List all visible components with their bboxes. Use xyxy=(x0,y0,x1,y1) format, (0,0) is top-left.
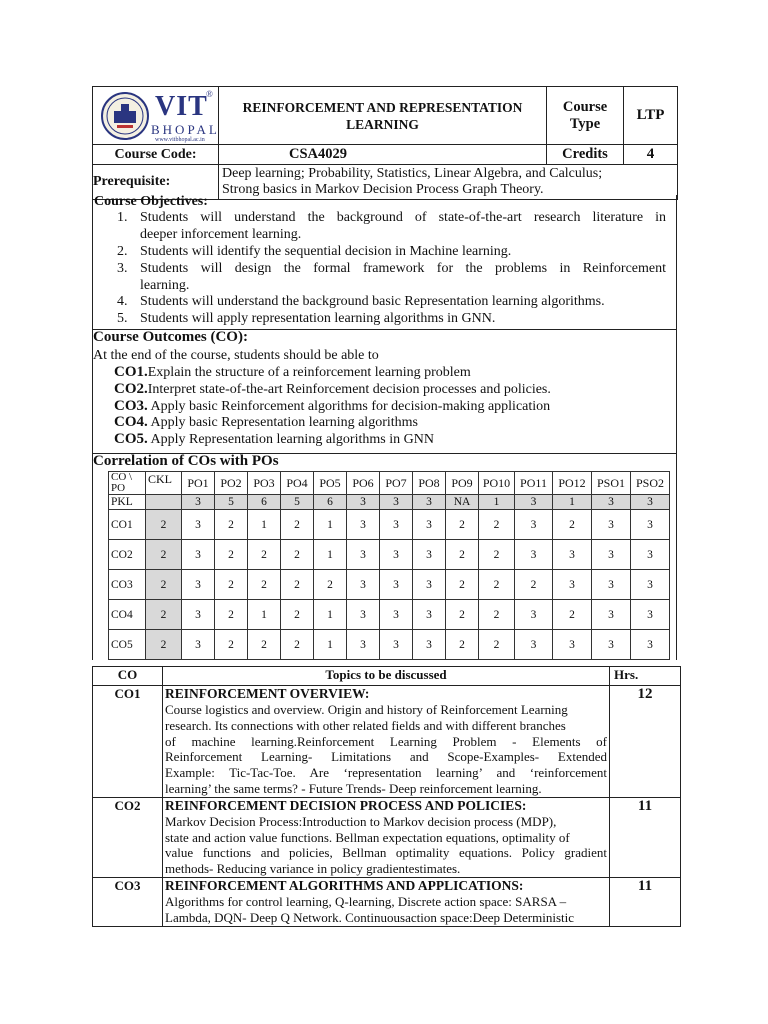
objective-line: Students will design the formal framework for the problems in Reinforcement xyxy=(140,261,666,276)
po-header: PO9 xyxy=(446,472,479,495)
correlation-cell: 3 xyxy=(413,570,446,600)
correlation-cell: 3 xyxy=(182,510,215,540)
correlation-cell: 3 xyxy=(413,510,446,540)
objective-item xyxy=(140,244,666,261)
logo-subtitle: BHOPAL xyxy=(151,122,220,137)
outcome-text: Apply basic Reinforcement algorithms for decision-making application xyxy=(147,399,551,414)
pkl-value: 6 xyxy=(248,495,281,510)
correlation-cell: 3 xyxy=(380,630,413,660)
course-title-line1: REINFORCEMENT AND REPRESENTATION xyxy=(242,99,523,115)
table-row xyxy=(109,570,670,600)
correlation-cell: 3 xyxy=(592,570,631,600)
correlation-cell: 3 xyxy=(182,630,215,660)
correlation-cell: 3 xyxy=(347,600,380,630)
correlation-cell: 2 xyxy=(248,540,281,570)
correlation-cell: 3 xyxy=(413,540,446,570)
correlation-cell: 2 xyxy=(479,600,515,630)
topic-hours: 11 xyxy=(610,797,681,877)
credits-label: Credits xyxy=(547,145,624,165)
correlation-cell: 2 xyxy=(215,570,248,600)
pkl-value: 3 xyxy=(515,495,553,510)
correlation-cell: 2 xyxy=(479,570,515,600)
topic-content xyxy=(163,877,610,926)
objective-number: 3. xyxy=(117,261,128,276)
co-label: CO5 xyxy=(109,630,146,660)
outcome-text: Explain the structure of a reinforcement learning problem xyxy=(147,365,471,380)
po-header: PO8 xyxy=(413,472,446,495)
topic-line: methods- Reducing variance in policy gradientestimates. xyxy=(165,861,461,877)
objectives-heading: Course Objectives: xyxy=(94,194,208,209)
prerequisite-line2: Strong basics in Markov Decision Process Graph Theory. xyxy=(222,182,544,197)
hrs-header: Hrs. xyxy=(610,667,681,686)
pkl-value: 3 xyxy=(182,495,215,510)
pkl-value: 5 xyxy=(215,495,248,510)
corner-cell xyxy=(109,472,146,495)
correlation-cell: 2 xyxy=(281,630,314,660)
outcome-key: CO3. xyxy=(114,398,148,414)
po-header: PO6 xyxy=(347,472,380,495)
table-row xyxy=(109,510,670,540)
outcome-key: CO4. xyxy=(114,414,148,430)
topic-body xyxy=(163,702,609,797)
pso-header: PSO2 xyxy=(631,472,670,495)
course-type-label-line1: Course xyxy=(562,98,608,115)
topics-header: Topics to be discussed xyxy=(163,667,610,686)
correlation-cell: 3 xyxy=(347,570,380,600)
outcome-text: Apply basic Representation learning algorithms xyxy=(147,415,418,430)
pkl-value: 3 xyxy=(631,495,670,510)
correlation-cell: 2 xyxy=(248,570,281,600)
table-row xyxy=(109,540,670,570)
topic-line: Course logistics and overview. Origin and history of Reinforcement Learning xyxy=(165,702,568,717)
pkl-value: 3 xyxy=(380,495,413,510)
objective-item xyxy=(140,210,666,243)
vit-emblem-icon xyxy=(99,91,151,141)
correlation-cell: 3 xyxy=(515,510,553,540)
outcome-item xyxy=(114,398,550,415)
objective-item xyxy=(140,294,666,311)
objective-line: Students will understand the background of state-of-the-art research literature in xyxy=(140,210,666,225)
co-label: CO1 xyxy=(109,510,146,540)
course-type-cell xyxy=(547,87,624,145)
logo-text: VIT xyxy=(155,91,208,122)
correlation-cell: 3 xyxy=(380,540,413,570)
co-label: CO2 xyxy=(109,540,146,570)
correlation-cell: 3 xyxy=(631,510,670,540)
course-title-line2: LEARNING xyxy=(346,116,419,132)
correlation-cell: 3 xyxy=(553,630,592,660)
topic-content xyxy=(163,797,610,877)
pkl-value: 3 xyxy=(347,495,380,510)
correlation-cell: 3 xyxy=(515,540,553,570)
correlation-heading: Correlation of COs with POs xyxy=(93,453,279,469)
correlation-cell: 3 xyxy=(515,630,553,660)
outcome-key: CO1. xyxy=(114,364,148,380)
ckl-value: 2 xyxy=(146,540,182,570)
objective-number: 1. xyxy=(117,210,128,225)
correlation-cell: 2 xyxy=(215,630,248,660)
objective-line: learning. xyxy=(140,277,190,293)
co-label: CO4 xyxy=(109,600,146,630)
correlation-cell: 3 xyxy=(553,540,592,570)
table-row xyxy=(109,630,670,660)
co-label: CO3 xyxy=(109,570,146,600)
topic-line: state and action value functions. Bellman expectation equations, optimality of xyxy=(165,829,570,845)
correlation-cell: 1 xyxy=(314,510,347,540)
correlation-cell: 3 xyxy=(347,540,380,570)
po-header: PO7 xyxy=(380,472,413,495)
pkl-value: NA xyxy=(446,495,479,510)
topic-body xyxy=(163,814,609,877)
correlation-cell: 2 xyxy=(281,540,314,570)
topic-line: value functions and policies, Bellman optimality equations. Policy gradient xyxy=(165,845,607,861)
pkl-value: 3 xyxy=(592,495,631,510)
correlation-cell: 3 xyxy=(182,600,215,630)
registered-mark: ® xyxy=(206,89,213,99)
topic-title: REINFORCEMENT OVERVIEW: xyxy=(165,686,370,701)
correlation-cell: 3 xyxy=(592,540,631,570)
correlation-cell: 3 xyxy=(592,630,631,660)
objective-number: 4. xyxy=(117,294,128,309)
topic-content xyxy=(163,686,610,798)
course-title-cell xyxy=(219,87,547,145)
pso-header: PSO1 xyxy=(592,472,631,495)
po-header: PO3 xyxy=(248,472,281,495)
objective-number: 2. xyxy=(117,244,128,259)
outcomes-intro: At the end of the course, students should be able to xyxy=(93,348,379,363)
po-header: PO5 xyxy=(314,472,347,495)
objective-line: deeper inforcement learning. xyxy=(140,226,302,242)
outcome-text: Interpret state-of-the-art Reinforcement decision processes and policies. xyxy=(147,382,551,397)
objective-line: Students will understand the background basic Representation learning algorithms. xyxy=(140,294,605,309)
credits-value: 4 xyxy=(624,145,678,165)
correlation-cell: 3 xyxy=(592,510,631,540)
topic-line: Markov Decision Process:Introduction to Markov decision process (MDP), xyxy=(165,813,557,829)
topic-line: Example: Tic-Tac-Toe. Are ‘representation learning’ and ‘reinforcement xyxy=(165,765,607,781)
outcome-text: Apply Representation learning algorithms in GNN xyxy=(147,432,434,447)
ckl-header: CKL xyxy=(146,472,182,495)
correlation-cell: 2 xyxy=(281,600,314,630)
correlation-cell: 3 xyxy=(347,510,380,540)
topic-co: CO2 xyxy=(93,797,163,877)
outcomes-heading: Course Outcomes (CO): xyxy=(93,329,248,345)
topics-table xyxy=(92,666,681,927)
topic-title: REINFORCEMENT ALGORITHMS AND APPLICATIONS: xyxy=(165,877,524,893)
outcome-item xyxy=(114,364,471,381)
co-po-table xyxy=(108,471,670,660)
topic-line: Reinforcement Learning- Limitations and Scope-Examples- Extended xyxy=(165,749,607,765)
pkl-ckl-cell xyxy=(146,495,182,510)
correlation-cell: 3 xyxy=(182,540,215,570)
corner-line2: PO xyxy=(111,482,126,494)
outcome-key: CO2. xyxy=(114,381,148,397)
correlation-cell: 3 xyxy=(380,510,413,540)
correlation-cell: 2 xyxy=(215,510,248,540)
po-header: PO2 xyxy=(215,472,248,495)
correlation-cell: 2 xyxy=(446,570,479,600)
correlation-cell: 3 xyxy=(631,600,670,630)
correlation-cell: 2 xyxy=(446,540,479,570)
correlation-cell: 2 xyxy=(281,570,314,600)
outcome-item xyxy=(114,431,434,448)
correlation-cell: 1 xyxy=(314,540,347,570)
correlation-cell: 3 xyxy=(413,600,446,630)
correlation-cell: 2 xyxy=(314,570,347,600)
prerequisite-label: Prerequisite: xyxy=(93,165,219,200)
topics-co-header: CO xyxy=(93,667,163,686)
correlation-cell: 2 xyxy=(446,510,479,540)
ckl-value: 2 xyxy=(146,570,182,600)
correlation-cell: 3 xyxy=(515,600,553,630)
correlation-cell: 2 xyxy=(515,570,553,600)
table-row xyxy=(109,600,670,630)
table-row xyxy=(93,797,681,877)
po-header: PO10 xyxy=(479,472,515,495)
po-header: PO4 xyxy=(281,472,314,495)
correlation-cell: 3 xyxy=(553,570,592,600)
correlation-cell: 3 xyxy=(380,570,413,600)
course-type-label-line2: Type xyxy=(569,115,601,132)
topic-line: Lambda, DQN- Deep Q Network. Continuousaction space:Deep Deterministic xyxy=(165,909,575,925)
correlation-cell: 1 xyxy=(248,600,281,630)
pkl-label: PKL xyxy=(109,495,146,510)
outcome-item xyxy=(114,414,418,431)
correlation-cell: 1 xyxy=(314,630,347,660)
corner-line1: CO \ xyxy=(111,471,133,483)
ckl-value: 2 xyxy=(146,510,182,540)
correlation-cell: 2 xyxy=(479,510,515,540)
course-header-table xyxy=(92,86,678,200)
objective-item xyxy=(140,311,666,328)
topic-co: CO3 xyxy=(93,877,163,926)
correlation-cell: 2 xyxy=(446,600,479,630)
correlation-cell: 3 xyxy=(592,600,631,630)
correlation-cell: 2 xyxy=(553,510,592,540)
topic-hours: 11 xyxy=(610,877,681,926)
po-header: PO11 xyxy=(515,472,553,495)
topic-line: learning’ the same terms? - Future Trends- Deep reinforcement learning. xyxy=(165,780,542,796)
topic-title: REINFORCEMENT DECISION PROCESS AND POLICIES: xyxy=(165,797,527,813)
objective-line: Students will identify the sequential decision in Machine learning. xyxy=(140,244,512,259)
table-row xyxy=(93,877,681,926)
ckl-value: 2 xyxy=(146,600,182,630)
pkl-value: 5 xyxy=(281,495,314,510)
correlation-cell: 2 xyxy=(215,600,248,630)
ltp-label: LTP xyxy=(624,87,678,145)
correlation-cell: 2 xyxy=(248,630,281,660)
course-code-label: Course Code: xyxy=(93,145,219,165)
correlation-cell: 2 xyxy=(446,630,479,660)
ckl-value: 2 xyxy=(146,630,182,660)
logo-url: www.vitbhopal.ac.in xyxy=(155,137,205,143)
objective-item xyxy=(140,261,666,294)
topic-line: research. Its connections with other related fields and with different branches xyxy=(165,717,566,733)
course-code-value: CSA4029 xyxy=(219,145,547,165)
correlation-cell: 3 xyxy=(347,630,380,660)
topic-body xyxy=(163,894,609,926)
po-header: PO1 xyxy=(182,472,215,495)
outcome-item xyxy=(114,381,551,398)
correlation-cell: 3 xyxy=(631,630,670,660)
objective-number: 5. xyxy=(117,311,128,326)
pkl-value: 6 xyxy=(314,495,347,510)
correlation-cell: 3 xyxy=(413,630,446,660)
correlation-cell: 3 xyxy=(631,540,670,570)
topic-co: CO1 xyxy=(93,686,163,798)
correlation-cell: 3 xyxy=(631,570,670,600)
outcome-key: CO5. xyxy=(114,431,148,447)
objective-line: Students will apply representation learning algorithms in GNN. xyxy=(140,311,496,326)
correlation-cell: 2 xyxy=(281,510,314,540)
topic-hours: 12 xyxy=(610,686,681,798)
logo-cell xyxy=(93,87,219,145)
po-header: PO12 xyxy=(553,472,592,495)
pkl-value: 1 xyxy=(479,495,515,510)
correlation-cell: 1 xyxy=(248,510,281,540)
topic-line: of machine learning.Reinforcement Learning Problem - Elements of xyxy=(165,733,607,749)
correlation-cell: 3 xyxy=(182,570,215,600)
correlation-cell: 3 xyxy=(380,600,413,630)
correlation-cell: 1 xyxy=(314,600,347,630)
correlation-cell: 2 xyxy=(479,540,515,570)
pkl-value: 3 xyxy=(413,495,446,510)
prerequisite-line1: Deep learning; Probability, Statistics, Linear Algebra, and Calculus; xyxy=(222,165,603,181)
topic-line: Algorithms for control learning, Q-learning, Discrete action space: SARSA – xyxy=(165,893,567,909)
table-row xyxy=(93,686,681,798)
correlation-cell: 2 xyxy=(215,540,248,570)
correlation-cell: 2 xyxy=(553,600,592,630)
pkl-value: 1 xyxy=(553,495,592,510)
correlation-cell: 2 xyxy=(479,630,515,660)
